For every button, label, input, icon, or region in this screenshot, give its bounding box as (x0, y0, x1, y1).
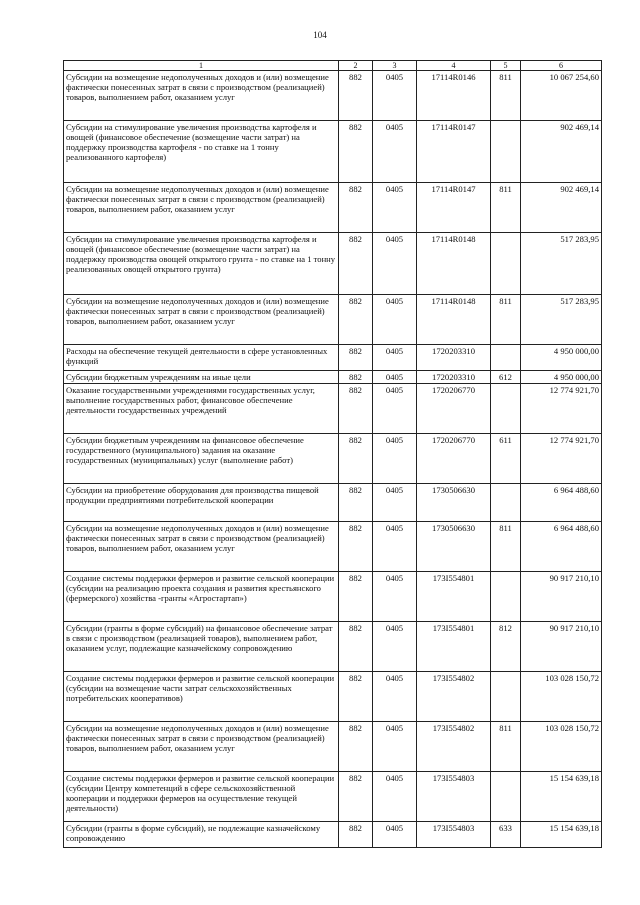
expense-type-code (491, 772, 521, 822)
amount: 4 950 000,00 (521, 371, 602, 384)
row-name: Субсидии на стимулирование увеличения производства картофеля и овощей (финансовое обеспечение (возмещение части затрат) на поддержку производства овощей открытого грунта - по ставке на 1 тонну реализованных овощей открытого грунта) (64, 233, 339, 295)
row-name: Субсидии на возмещение недополученных доходов и (или) возмещение фактически понесенных затрат в связи с производством (реализацией) товаров, выполнением работ, оказанием услуг (64, 183, 339, 233)
section-code: 0405 (373, 121, 417, 183)
expense-type-code (491, 384, 521, 434)
ministry-code: 882 (339, 233, 373, 295)
section-code: 0405 (373, 434, 417, 484)
row-name: Субсидии на приобретение оборудования для производства пищевой продукции предприятиями потребительской кооперации (64, 484, 339, 522)
row-name: Создание системы поддержки фермеров и развитие сельской кооперации (субсидии Центру компетенций в сфере сельскохозяйственной кооперации и поддержки фермеров на осуществление текущей деятельности) (64, 772, 339, 822)
expense-type-code: 811 (491, 183, 521, 233)
column-header: 5 (491, 61, 521, 71)
table-row (64, 434, 602, 484)
ministry-code: 882 (339, 522, 373, 572)
table-row (64, 71, 602, 121)
table-row (64, 371, 602, 384)
section-code: 0405 (373, 295, 417, 345)
table-row (64, 772, 602, 822)
section-code: 0405 (373, 384, 417, 434)
target-code: 173I554803 (417, 772, 491, 822)
table-row (64, 484, 602, 522)
ministry-code: 882 (339, 71, 373, 121)
table-row (64, 295, 602, 345)
expense-type-code: 811 (491, 71, 521, 121)
ministry-code: 882 (339, 345, 373, 371)
expense-type-code: 812 (491, 622, 521, 672)
target-code: 1730506630 (417, 522, 491, 572)
section-code: 0405 (373, 484, 417, 522)
expense-type-code: 811 (491, 295, 521, 345)
target-code: 1720203310 (417, 371, 491, 384)
target-code: 173I554801 (417, 572, 491, 622)
row-name: Субсидии бюджетным учреждениям на иные цели (64, 371, 339, 384)
expense-type-code: 611 (491, 434, 521, 484)
table-row (64, 672, 602, 722)
section-code: 0405 (373, 371, 417, 384)
target-code: 1720206770 (417, 384, 491, 434)
amount: 10 067 254,60 (521, 71, 602, 121)
column-header: 3 (373, 61, 417, 71)
amount: 12 774 921,70 (521, 434, 602, 484)
section-code: 0405 (373, 71, 417, 121)
amount: 517 283,95 (521, 233, 602, 295)
row-name: Субсидии на стимулирование увеличения производства картофеля и овощей (финансовое обеспечение (возмещение части затрат) на поддержку производства картофеля - по ставке на 1 тонну реализованного картофеля) (64, 121, 339, 183)
section-code: 0405 (373, 572, 417, 622)
target-code: 173I554803 (417, 822, 491, 848)
page-number: 104 (313, 30, 327, 40)
ministry-code: 882 (339, 183, 373, 233)
table-row (64, 572, 602, 622)
section-code: 0405 (373, 622, 417, 672)
target-code: 17114R0147 (417, 121, 491, 183)
ministry-code: 882 (339, 434, 373, 484)
row-name: Субсидии бюджетным учреждениям на финансовое обеспечение государственного (муниципального) задания на оказание государственных (муниципальных) услуг (выполнение работ) (64, 434, 339, 484)
amount: 6 964 488,60 (521, 522, 602, 572)
target-code: 173I554802 (417, 722, 491, 772)
ministry-code: 882 (339, 722, 373, 772)
ministry-code: 882 (339, 121, 373, 183)
amount: 90 917 210,10 (521, 622, 602, 672)
ministry-code: 882 (339, 822, 373, 848)
section-code: 0405 (373, 522, 417, 572)
ministry-code: 882 (339, 572, 373, 622)
target-code: 17114R0147 (417, 183, 491, 233)
target-code: 173I554801 (417, 622, 491, 672)
ministry-code: 882 (339, 622, 373, 672)
amount: 12 774 921,70 (521, 384, 602, 434)
budget-table (63, 60, 602, 848)
amount: 15 154 639,18 (521, 772, 602, 822)
expense-type-code (491, 484, 521, 522)
ministry-code: 882 (339, 484, 373, 522)
column-header: 2 (339, 61, 373, 71)
row-name: Оказание государственными учреждениями государственных услуг, выполнение государственных работ, финансовое обеспечение деятельности государственных учреждений (64, 384, 339, 434)
target-code: 17114R0148 (417, 233, 491, 295)
ministry-code: 882 (339, 384, 373, 434)
table-row (64, 722, 602, 772)
ministry-code: 882 (339, 672, 373, 722)
row-name: Субсидии (гранты в форме субсидий) на финансовое обеспечение затрат в связи с производством (реализацией товаров), выполнением работ, оказанием услуг, подлежащие казначейскому сопровождению (64, 622, 339, 672)
section-code: 0405 (373, 672, 417, 722)
ministry-code: 882 (339, 295, 373, 345)
target-code: 1720203310 (417, 345, 491, 371)
amount: 15 154 639,18 (521, 822, 602, 848)
table-row (64, 121, 602, 183)
expense-type-code: 811 (491, 722, 521, 772)
section-code: 0405 (373, 183, 417, 233)
target-code: 17114R0146 (417, 71, 491, 121)
section-code: 0405 (373, 772, 417, 822)
section-code: 0405 (373, 722, 417, 772)
table-row (64, 822, 602, 848)
column-header: 6 (521, 61, 602, 71)
row-name: Субсидии на возмещение недополученных доходов и (или) возмещение фактически понесенных затрат в связи с производством (реализацией) товаров, выполнением работ, оказанием услуг (64, 295, 339, 345)
column-header: 1 (64, 61, 339, 71)
target-code: 1730506630 (417, 484, 491, 522)
amount: 517 283,95 (521, 295, 602, 345)
amount: 6 964 488,60 (521, 484, 602, 522)
table-row (64, 233, 602, 295)
row-name: Создание системы поддержки фермеров и развитие сельской кооперации (субсидии на реализацию проекта создания и развития крестьянского (фермерского) хозяйства -гранты «Агростартап») (64, 572, 339, 622)
section-code: 0405 (373, 822, 417, 848)
expense-type-code: 633 (491, 822, 521, 848)
row-name: Субсидии на возмещение недополученных доходов и (или) возмещение фактически понесенных затрат в связи с производством (реализацией) товаров, выполнением работ, оказанием услуг (64, 722, 339, 772)
row-name: Субсидии (гранты в форме субсидий), не подлежащие казначейскому сопровождению (64, 822, 339, 848)
target-code: 1720206770 (417, 434, 491, 484)
expense-type-code (491, 345, 521, 371)
expense-type-code (491, 572, 521, 622)
row-name: Субсидии на возмещение недополученных доходов и (или) возмещение фактически понесенных затрат в связи с производством (реализацией) товаров, выполнением работ, оказанием услуг (64, 71, 339, 121)
table-row (64, 183, 602, 233)
target-code: 17114R0148 (417, 295, 491, 345)
row-name: Расходы на обеспечение текущей деятельности в сфере установленных функций (64, 345, 339, 371)
table-row (64, 522, 602, 572)
expense-type-code: 612 (491, 371, 521, 384)
ministry-code: 882 (339, 772, 373, 822)
amount: 103 028 150,72 (521, 722, 602, 772)
header-row (64, 61, 602, 71)
section-code: 0405 (373, 345, 417, 371)
amount: 4 950 000,00 (521, 345, 602, 371)
expense-type-code (491, 672, 521, 722)
target-code: 173I554802 (417, 672, 491, 722)
row-name: Субсидии на возмещение недополученных доходов и (или) возмещение фактически понесенных затрат в связи с производством (реализацией) товаров, выполнением работ, оказанием услуг (64, 522, 339, 572)
table-row (64, 345, 602, 371)
expense-type-code: 811 (491, 522, 521, 572)
row-name: Создание системы поддержки фермеров и развитие сельской кооперации (субсидии на возмещение части затрат сельскохозяйственных потребительских кооперативов) (64, 672, 339, 722)
ministry-code: 882 (339, 371, 373, 384)
column-header: 4 (417, 61, 491, 71)
table-row (64, 384, 602, 434)
table-row (64, 622, 602, 672)
expense-type-code (491, 121, 521, 183)
section-code: 0405 (373, 233, 417, 295)
amount: 902 469,14 (521, 183, 602, 233)
amount: 103 028 150,72 (521, 672, 602, 722)
expense-type-code (491, 233, 521, 295)
amount: 90 917 210,10 (521, 572, 602, 622)
amount: 902 469,14 (521, 121, 602, 183)
